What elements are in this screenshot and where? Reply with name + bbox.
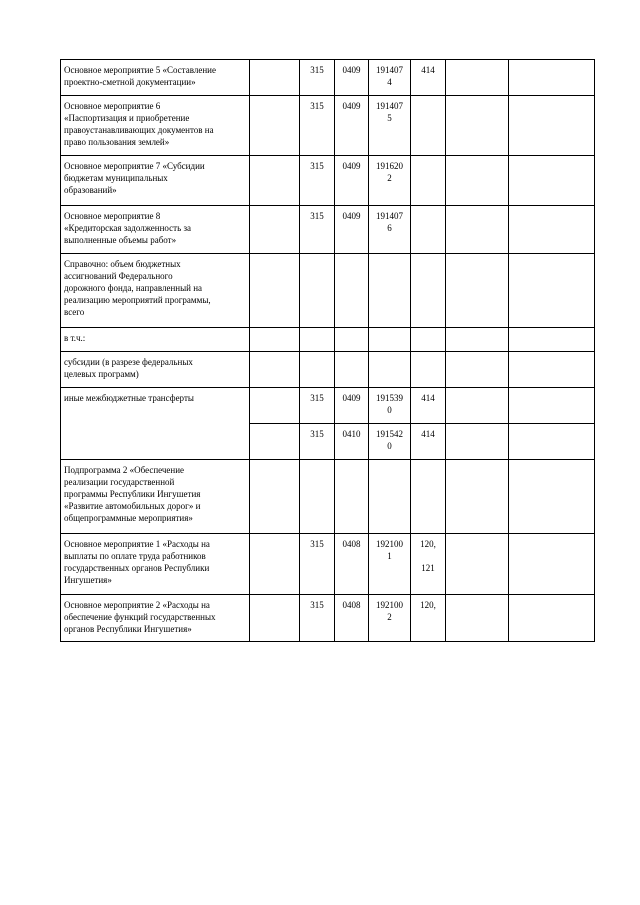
grbs-code: 315	[310, 539, 324, 549]
row-name: Основное мероприятие 7 «Субсидии бюджетам муниципальных образований»	[64, 161, 205, 195]
table-row	[61, 206, 595, 254]
grbs-code: 315	[310, 161, 324, 171]
section-code: 0410	[342, 429, 361, 439]
section-code: 0409	[342, 161, 361, 171]
table-row	[61, 534, 595, 595]
target-article-code: 191407 6	[376, 211, 403, 233]
row-name: Справочно: объем бюджетных ассигнований Федерального дорожного фонда, направленный на реализацию мероприятий программы, всего	[64, 259, 211, 317]
section-code: 0408	[342, 600, 361, 610]
target-article-code: 191620 2	[376, 161, 403, 183]
budget-table	[60, 59, 595, 642]
section-code: 0409	[342, 65, 361, 75]
table-row	[61, 460, 595, 534]
table-row	[61, 595, 595, 642]
table-row	[61, 156, 595, 206]
table-row	[61, 388, 595, 424]
row-name: Основное мероприятие 1 «Расходы на выплаты по оплате труда работников государственных органов Республики Ингушетия»	[64, 539, 210, 585]
row-name: Основное мероприятие 2 «Расходы на обеспечение функций государственных органов Республики Ингушетия»	[64, 600, 216, 634]
table-row	[61, 60, 595, 96]
grbs-code: 315	[310, 600, 324, 610]
target-article-code: 191539 0	[376, 393, 403, 415]
row-name: субсидии (в разрезе федеральных целевых программ)	[64, 357, 193, 379]
row-name: Основное мероприятие 5 «Составление проектно-сметной документации»	[64, 65, 216, 87]
expense-type-code: 120,	[420, 600, 436, 610]
target-article-code: 192100 2	[376, 600, 403, 622]
row-name: Основное мероприятие 6 «Паспортизация и приобретение правоустанавливающих документов на право пользования землей»	[64, 101, 214, 147]
row-name: иные межбюджетные трансферты	[64, 393, 194, 403]
table-row	[61, 254, 595, 328]
target-article-code: 192100 1	[376, 539, 403, 561]
row-name: Основное мероприятие 8 «Кредиторская задолженность за выполненные объемы работ»	[64, 211, 191, 245]
expense-type-code: 414	[421, 65, 435, 75]
expense-type-code: 414	[421, 429, 435, 439]
table-row	[61, 96, 595, 156]
table-row	[61, 352, 595, 388]
grbs-code: 315	[310, 393, 324, 403]
section-code: 0409	[342, 101, 361, 111]
grbs-code: 315	[310, 429, 324, 439]
section-code: 0409	[342, 393, 361, 403]
grbs-code: 315	[310, 211, 324, 221]
expense-type-code: 120, 121	[420, 539, 436, 573]
grbs-code: 315	[310, 101, 324, 111]
target-article-code: 191542 0	[376, 429, 403, 451]
section-code: 0408	[342, 539, 361, 549]
grbs-code: 315	[310, 65, 324, 75]
section-code: 0409	[342, 211, 361, 221]
table-row	[61, 328, 595, 352]
expense-type-code: 414	[421, 393, 435, 403]
row-name: Подпрограмма 2 «Обеспечение реализации государственной программы Республики Ингушетия «Развитие автомобильных дорог» и общепрограммные мероприятия»	[64, 465, 201, 523]
row-name: в т.ч.:	[64, 333, 86, 343]
target-article-code: 191407 5	[376, 101, 403, 123]
target-article-code: 191407 4	[376, 65, 403, 87]
